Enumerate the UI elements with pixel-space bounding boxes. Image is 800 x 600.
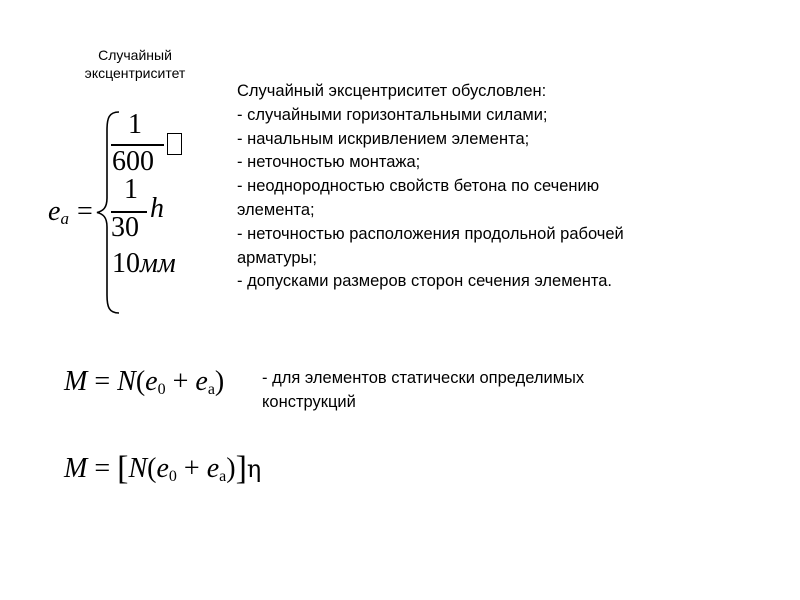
option2-numerator: 1 — [124, 174, 138, 205]
option1-denominator: 600 — [112, 146, 154, 177]
causes-list — [237, 80, 777, 294]
ea-equals: = — [76, 196, 93, 227]
title-line-2: эксцентриситет — [84, 65, 186, 81]
option3-value: 10 — [112, 248, 140, 279]
m2-eta: η — [246, 455, 262, 483]
causes-heading: Случайный эксцентриситет обусловлен: — [237, 82, 547, 100]
cause-item: - неоднородностью свойств бетона по сечению — [237, 177, 600, 196]
cause-item: - неточностью монтажа; — [237, 153, 421, 172]
formula-moment-2 — [64, 448, 261, 486]
m2-ea: e — [206, 453, 220, 484]
m1-open-paren: ( — [135, 366, 146, 397]
m1-close-paren: ) — [214, 366, 225, 397]
note-line-1: - для элементов статически определимых — [262, 369, 585, 387]
m1-e0: e — [145, 366, 158, 397]
m1-plus: + — [165, 366, 196, 397]
missing-glyph-box — [167, 133, 182, 155]
title-line-1: Случайный — [98, 47, 172, 63]
m1-eq: = — [87, 366, 118, 397]
cause-item: - случайными горизонтальными силами; — [237, 105, 548, 124]
ea-subscript: a — [60, 209, 69, 228]
m2-plus: + — [176, 453, 207, 484]
cause-item-continuation: элемента; — [237, 200, 315, 219]
m2-close-paren: ) — [226, 453, 236, 484]
m1-N: N — [117, 366, 136, 397]
option2-variable: h — [150, 193, 164, 224]
m1-sub-0: 0 — [157, 381, 166, 398]
m2-open-bracket: [ — [117, 450, 129, 487]
option1-numerator: 1 — [128, 109, 142, 140]
m1-M: M — [64, 366, 88, 397]
cause-item: - неточностью расположения продольной рабочей — [237, 224, 624, 243]
m1-sub-a: a — [207, 381, 215, 398]
formula-moment-1 — [64, 366, 224, 399]
formula-ea-lhs — [48, 196, 93, 229]
cause-item: - начальным искривлением элемента; — [237, 129, 530, 148]
option3-unit: мм — [140, 248, 176, 279]
m1-ea: e — [195, 366, 208, 397]
cause-item-continuation: арматуры; — [237, 248, 317, 267]
m2-M: M — [64, 453, 88, 484]
ea-symbol: e — [48, 196, 61, 227]
option3 — [112, 248, 176, 280]
note-line-2: конструкций — [262, 392, 356, 411]
cause-item: - допусками размеров сторон сечения элемента. — [237, 272, 612, 291]
m2-eq: = — [87, 453, 118, 484]
m2-close-bracket: ] — [235, 450, 247, 487]
slide-title — [70, 46, 200, 82]
m2-sub-a: a — [219, 468, 227, 485]
m2-sub-0: 0 — [168, 468, 177, 485]
formula-note — [262, 367, 732, 415]
m2-open-paren: ( — [147, 453, 157, 484]
m2-N: N — [128, 453, 148, 484]
m2-e0: e — [156, 453, 169, 484]
option2-denominator: 30 — [111, 212, 139, 243]
